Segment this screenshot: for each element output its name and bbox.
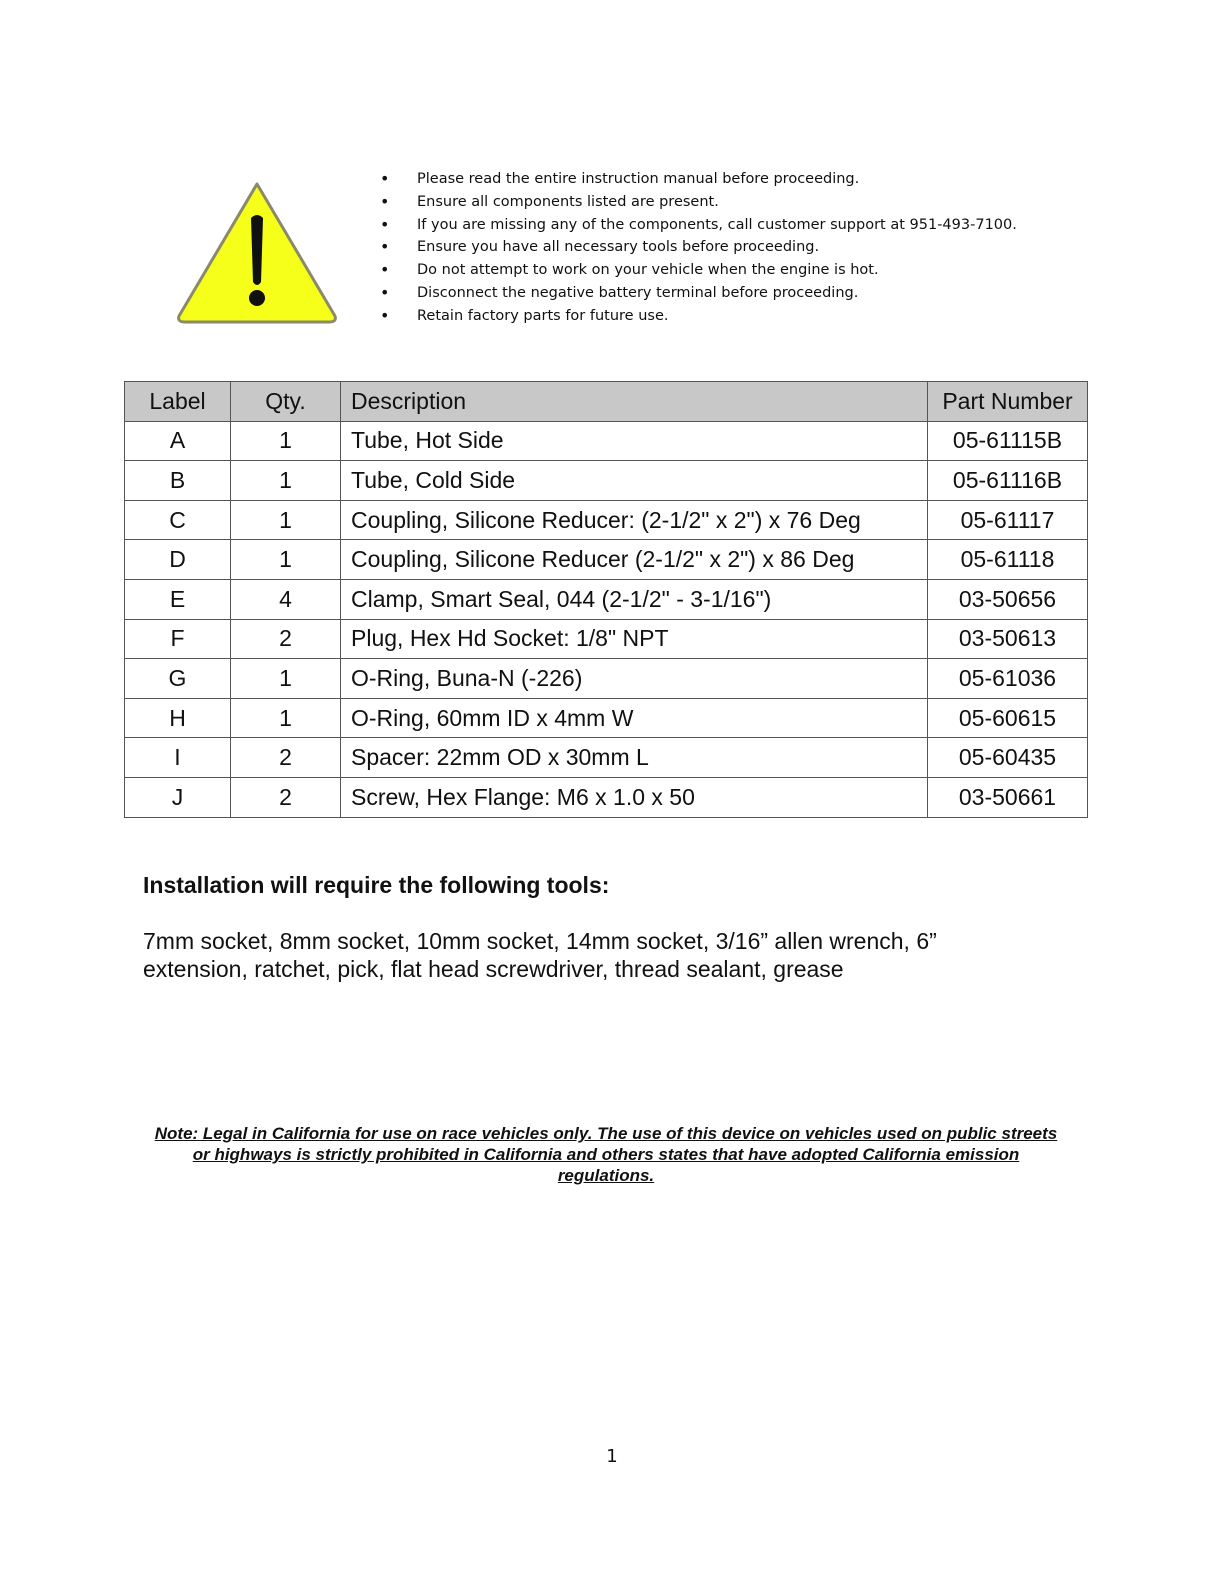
header-description: Description bbox=[341, 382, 928, 422]
cell-qty: 2 bbox=[231, 777, 341, 817]
cell-description: Spacer: 22mm OD x 30mm L bbox=[341, 738, 928, 778]
cell-description: Coupling, Silicone Reducer: (2-1/2" x 2") x 76 Deg bbox=[341, 500, 928, 540]
cell-part-number: 05-61036 bbox=[928, 659, 1088, 699]
table-row bbox=[125, 540, 1088, 580]
cell-label: J bbox=[125, 777, 231, 817]
warning-item: • If you are missing any of the components, call customer support at 951-493-7100. bbox=[380, 214, 1017, 237]
cell-label: H bbox=[125, 698, 231, 738]
cell-label: C bbox=[125, 500, 231, 540]
header-qty: Qty. bbox=[231, 382, 341, 422]
cell-part-number: 05-61118 bbox=[928, 540, 1088, 580]
cell-qty: 1 bbox=[231, 421, 341, 461]
table-row bbox=[125, 421, 1088, 461]
cell-label: D bbox=[125, 540, 231, 580]
cell-description: Plug, Hex Hd Socket: 1/8" NPT bbox=[341, 619, 928, 659]
table-row bbox=[125, 461, 1088, 501]
warning-item: • Retain factory parts for future use. bbox=[380, 305, 1017, 328]
cell-part-number: 05-61117 bbox=[928, 500, 1088, 540]
page-number: 1 bbox=[606, 1446, 618, 1467]
table-row bbox=[125, 500, 1088, 540]
table-row bbox=[125, 777, 1088, 817]
cell-label: E bbox=[125, 579, 231, 619]
table-row bbox=[125, 579, 1088, 619]
cell-part-number: 03-50661 bbox=[928, 777, 1088, 817]
cell-description: Clamp, Smart Seal, 044 (2-1/2" - 3-1/16") bbox=[341, 579, 928, 619]
warning-item: • Ensure all components listed are present. bbox=[380, 191, 1017, 214]
cell-label: B bbox=[125, 461, 231, 501]
cell-qty: 1 bbox=[231, 500, 341, 540]
table-row bbox=[125, 659, 1088, 699]
cell-qty: 2 bbox=[231, 619, 341, 659]
cell-qty: 1 bbox=[231, 659, 341, 699]
cell-qty: 1 bbox=[231, 540, 341, 580]
cell-qty: 4 bbox=[231, 579, 341, 619]
cell-label: F bbox=[125, 619, 231, 659]
cell-description: Screw, Hex Flange: M6 x 1.0 x 50 bbox=[341, 777, 928, 817]
cell-description: O-Ring, Buna-N (-226) bbox=[341, 659, 928, 699]
cell-part-number: 05-60615 bbox=[928, 698, 1088, 738]
cell-description: Tube, Hot Side bbox=[341, 421, 928, 461]
cell-description: O-Ring, 60mm ID x 4mm W bbox=[341, 698, 928, 738]
cell-qty: 1 bbox=[231, 461, 341, 501]
tools-heading: Installation will require the following tools: bbox=[143, 872, 610, 898]
cell-description: Tube, Cold Side bbox=[341, 461, 928, 501]
cell-label: G bbox=[125, 659, 231, 699]
cell-label: A bbox=[125, 421, 231, 461]
header-label: Label bbox=[125, 382, 231, 422]
table-header-row bbox=[125, 382, 1088, 422]
cell-label: I bbox=[125, 738, 231, 778]
tools-list: 7mm socket, 8mm socket, 10mm socket, 14mm socket, 3/16” allen wrench, 6” extension, ratchet, pick, flat head screwdriver, thread sealant, grease bbox=[143, 928, 937, 982]
cell-qty: 1 bbox=[231, 698, 341, 738]
legal-note: Note: Legal in California for use on race vehicles only. The use of this device on vehicles used on public streets or highways is strictly prohibited in California and others states that have adopted California emission regulations. bbox=[154, 1124, 1058, 1185]
parts-table bbox=[124, 381, 1088, 818]
cell-qty: 2 bbox=[231, 738, 341, 778]
cell-part-number: 05-60435 bbox=[928, 738, 1088, 778]
warning-item: • Do not attempt to work on your vehicle when the engine is hot. bbox=[380, 259, 1017, 282]
table-row bbox=[125, 619, 1088, 659]
warning-item: • Ensure you have all necessary tools before proceeding. bbox=[380, 236, 1017, 259]
cell-part-number: 03-50613 bbox=[928, 619, 1088, 659]
table-row bbox=[125, 738, 1088, 778]
cell-part-number: 05-61115B bbox=[928, 421, 1088, 461]
table-row bbox=[125, 698, 1088, 738]
cell-part-number: 03-50656 bbox=[928, 579, 1088, 619]
warning-item: • Disconnect the negative battery terminal before proceeding. bbox=[380, 282, 1017, 305]
header-part-number: Part Number bbox=[928, 382, 1088, 422]
warning-item: • Please read the entire instruction manual before proceeding. bbox=[380, 168, 1017, 191]
warning-list bbox=[380, 168, 1017, 328]
cell-part-number: 05-61116B bbox=[928, 461, 1088, 501]
warning-triangle-icon bbox=[173, 178, 341, 326]
cell-description: Coupling, Silicone Reducer (2-1/2" x 2") x 86 Deg bbox=[341, 540, 928, 580]
